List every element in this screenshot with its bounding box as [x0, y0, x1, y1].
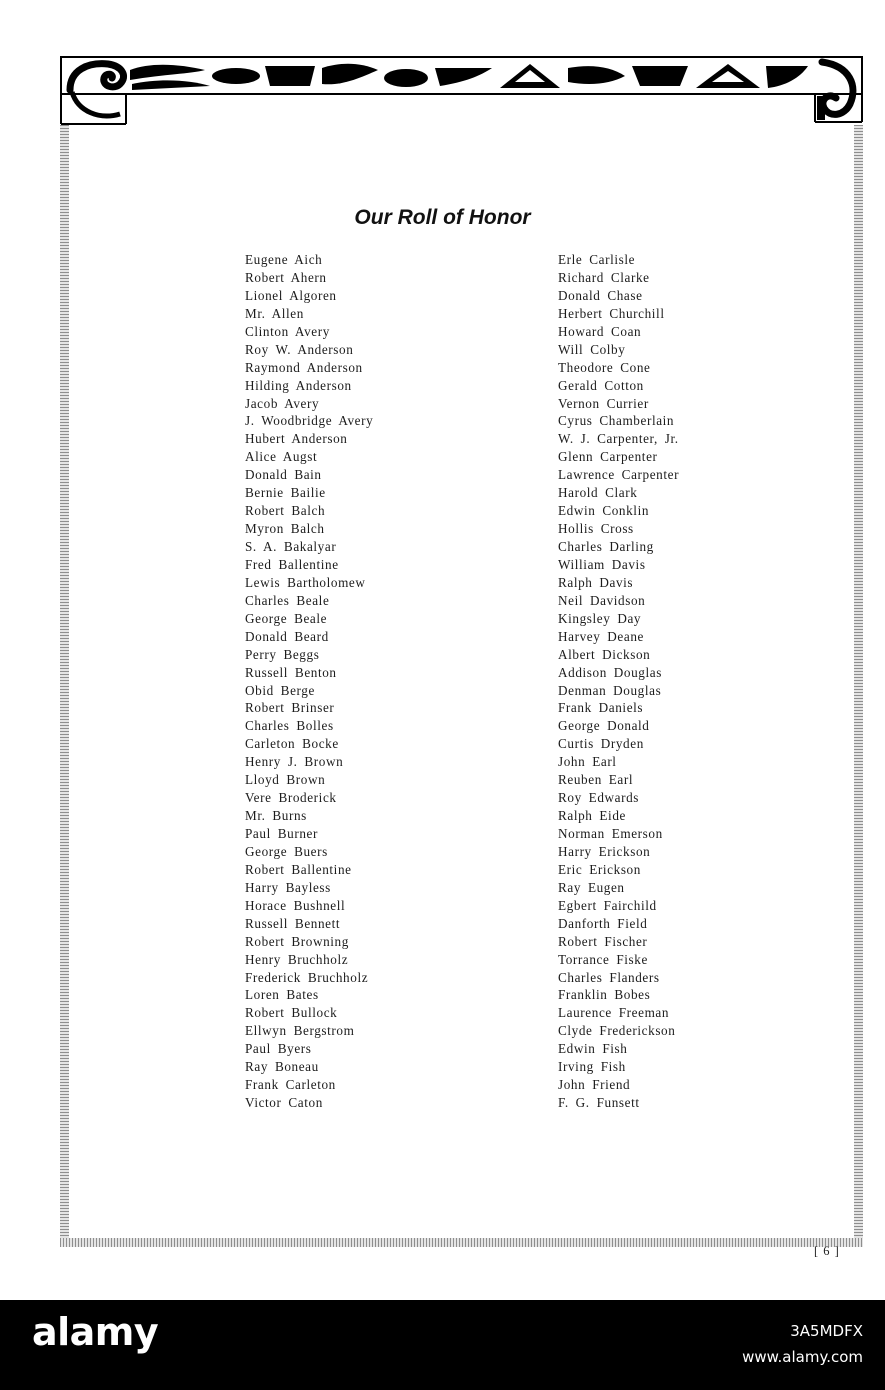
honor-roll-name: Russell Bennett [245, 915, 341, 931]
honor-roll-name: John Friend [558, 1077, 631, 1093]
honor-roll-name: Ralph Davis [558, 574, 634, 590]
honor-roll-name: Fred Ballentine [245, 556, 339, 572]
honor-roll-name: Obid Berge [245, 682, 315, 698]
honor-roll-name: Theodore Cone [558, 359, 651, 375]
honor-roll-name: Mr. Allen [245, 305, 304, 321]
honor-roll-name: Henry J. Brown [245, 754, 344, 770]
honor-roll-name: J. Woodbridge Avery [245, 413, 374, 429]
honor-roll-name: Harry Erickson [558, 843, 651, 859]
honor-roll-name: Richard Clarke [558, 269, 650, 285]
honor-roll-name: Ralph Eide [558, 808, 626, 824]
honor-roll-name: Mr. Burns [245, 808, 307, 824]
honor-roll-name: George Donald [558, 718, 650, 734]
honor-roll-name: Egbert Fairchild [558, 897, 657, 913]
honor-roll-name: Clinton Avery [245, 323, 330, 339]
honor-roll-name: S. A. Bakalyar [245, 539, 337, 554]
honor-roll-name: Erle Carlisle [558, 252, 636, 267]
ornamental-header-border [60, 56, 863, 126]
honor-roll-name: Raymond Anderson [245, 359, 363, 375]
honor-roll-name: Torrance Fiske [558, 951, 648, 967]
honor-roll-name: Ray Eugen [558, 879, 625, 895]
honor-roll-name: Carleton Bocke [245, 736, 339, 752]
honor-roll-name: Eric Erickson [558, 861, 641, 877]
honor-roll-name: William Davis [558, 556, 646, 572]
page-number: [ 6 ] [814, 1244, 840, 1258]
honor-roll-name: Vernon Currier [558, 395, 649, 411]
honor-roll-name: Danforth Field [558, 915, 648, 931]
honor-roll-name: Perry Beggs [245, 646, 320, 662]
honor-roll-name: Howard Coan [558, 323, 642, 339]
honor-roll-name: Lloyd Brown [245, 772, 326, 788]
honor-roll-name: W. J. Carpenter, Jr. [558, 431, 679, 447]
honor-roll-name: Curtis Dryden [558, 736, 644, 752]
honor-roll-name: Robert Balch [245, 503, 326, 519]
page-frame [60, 125, 863, 1247]
honor-roll-name: Bernie Bailie [245, 485, 326, 501]
honor-roll-name: Denman Douglas [558, 682, 662, 698]
honor-roll-name: Paul Burner [245, 826, 318, 841]
honor-roll-name: Henry Bruchholz [245, 951, 349, 967]
honor-roll-name: Victor Caton [245, 1095, 323, 1111]
honor-roll-name: Robert Browning [245, 933, 349, 949]
honor-roll-name: Kingsley Day [558, 610, 642, 626]
honor-roll-name: Frank Daniels [558, 700, 644, 716]
honor-roll-name: Charles Bolles [245, 718, 334, 734]
honor-roll-name: Hollis Cross [558, 521, 634, 537]
honor-roll-name: Reuben Earl [558, 772, 634, 788]
honor-roll-name: Edwin Conklin [558, 503, 650, 519]
honor-roll-name: Robert Ballentine [245, 861, 352, 877]
honor-roll-name: Irving Fish [558, 1059, 626, 1075]
honor-roll-name: F. G. Funsett [558, 1095, 640, 1111]
honor-roll-name: Horace Bushnell [245, 897, 346, 913]
honor-roll-name: Hilding Anderson [245, 377, 352, 393]
honor-roll-name: Laurence Freeman [558, 1005, 670, 1021]
honor-roll-name: Addison Douglas [558, 664, 662, 680]
honor-roll-name: Charles Beale [245, 592, 330, 608]
page-title: Our Roll of Honor [354, 206, 531, 229]
honor-roll-name: Donald Chase [558, 287, 643, 303]
watermark-logo: alamy [32, 1310, 159, 1354]
honor-roll-name: Albert Dickson [558, 646, 651, 662]
honor-roll-name: Herbert Churchill [558, 305, 665, 321]
honor-roll-name: Russell Benton [245, 664, 337, 680]
honor-roll-left-column [245, 251, 373, 1112]
honor-roll-name: Robert Fischer [558, 933, 648, 949]
honor-roll-name: Cyrus Chamberlain [558, 413, 675, 429]
honor-roll-name: Glenn Carpenter [558, 449, 658, 465]
honor-roll-name: Robert Bullock [245, 1005, 338, 1021]
honor-roll-right-column [558, 251, 679, 1112]
honor-roll-name: Robert Brinser [245, 700, 335, 716]
honor-roll-name: Alice Augst [245, 449, 318, 465]
honor-roll-name: Charles Flanders [558, 969, 660, 985]
honor-roll-name: Donald Bain [245, 467, 322, 483]
honor-roll-name: Paul Byers [245, 1041, 312, 1057]
honor-roll-name: Loren Bates [245, 987, 319, 1003]
watermark-image-id: 3A5MDFX [790, 1322, 863, 1340]
frame-rule-bottom [60, 1238, 863, 1247]
honor-roll-name: George Buers [245, 843, 328, 859]
honor-roll-name: Eugene Aich [245, 252, 323, 267]
honor-roll-name: Norman Emerson [558, 826, 663, 841]
honor-roll-name: Franklin Bobes [558, 987, 651, 1003]
honor-roll-name: Frank Carleton [245, 1077, 336, 1093]
honor-roll-name: Jacob Avery [245, 395, 320, 411]
honor-roll-name: John Earl [558, 754, 617, 770]
watermark-url: www.alamy.com [742, 1348, 863, 1366]
honor-roll-name: Neil Davidson [558, 592, 646, 608]
honor-roll-name: Hubert Anderson [245, 431, 348, 447]
honor-roll-name: Harry Bayless [245, 879, 331, 895]
honor-roll-name: Lawrence Carpenter [558, 467, 680, 483]
honor-roll-name: Harold Clark [558, 485, 638, 501]
honor-roll-name: Charles Darling [558, 539, 654, 554]
frame-rule-left [60, 125, 69, 1242]
honor-roll-name: Vere Broderick [245, 790, 337, 806]
honor-roll-name: Clyde Frederickson [558, 1023, 676, 1039]
honor-roll-name: Gerald Cotton [558, 377, 644, 393]
honor-roll-name: Harvey Deane [558, 628, 644, 644]
honor-roll-name: Edwin Fish [558, 1041, 628, 1057]
frame-rule-right [854, 125, 863, 1242]
honor-roll-name: Ray Boneau [245, 1059, 319, 1075]
honor-roll-name: Robert Ahern [245, 269, 327, 285]
honor-roll-name: Myron Balch [245, 521, 325, 537]
honor-roll-name: Ellwyn Bergstrom [245, 1023, 355, 1039]
honor-roll-name: Roy Edwards [558, 790, 640, 806]
honor-roll-name: Roy W. Anderson [245, 341, 354, 357]
honor-roll-name: Frederick Bruchholz [245, 969, 369, 985]
honor-roll-name: George Beale [245, 610, 328, 626]
honor-roll-name: Will Colby [558, 341, 626, 357]
honor-roll-name: Lewis Bartholomew [245, 574, 366, 590]
honor-roll-name: Lionel Algoren [245, 287, 337, 303]
honor-roll-name: Donald Beard [245, 628, 329, 644]
